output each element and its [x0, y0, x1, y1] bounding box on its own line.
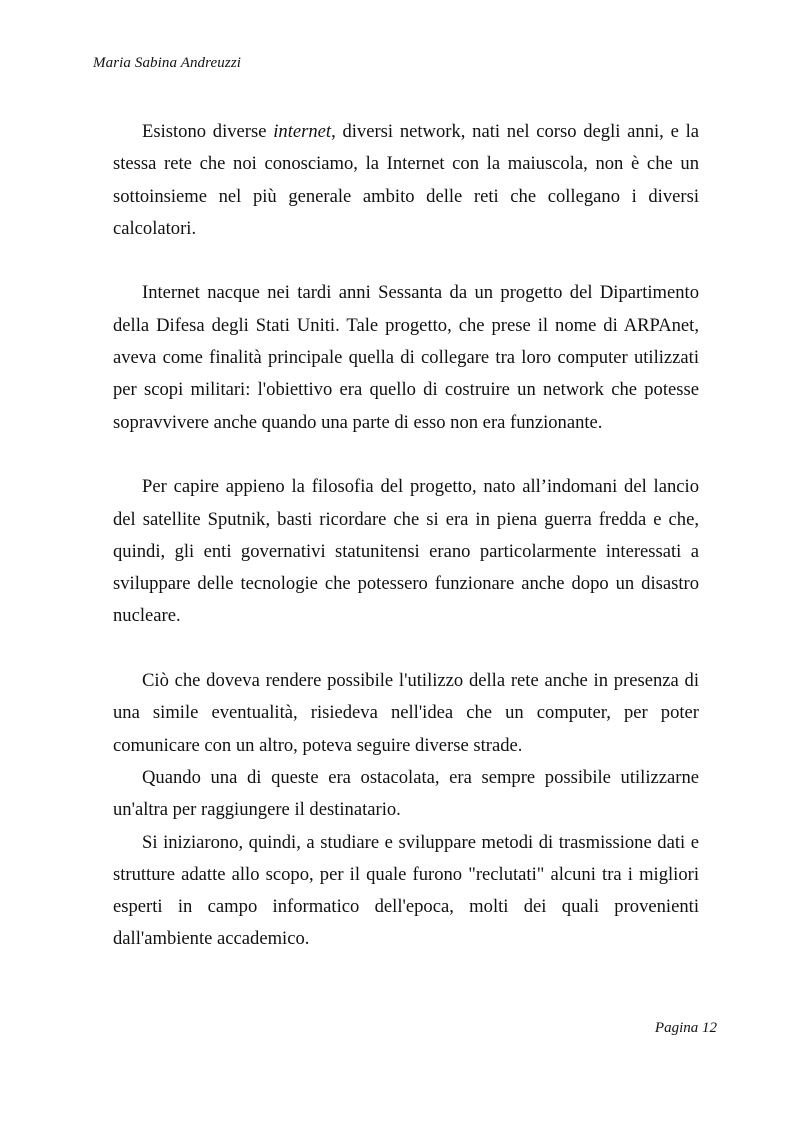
paragraph-experts: Si iniziarono, quindi, a studiare e sviluppare metodi di trasmissione dati e strutture adatte allo scopo, per il quale furono "reclutati" alcuni tra i migliori esperti in campo informatico dell'epoca, molti dei quali provenienti dall'ambiente accademico.: [113, 831, 699, 950]
emphasis-internet: internet: [273, 121, 332, 142]
paragraph-arpanet: Internet nacque nei tardi anni Sessanta da un progetto del Dipartimento della Difesa degli Stati Uniti. Tale progetto, che prese il nome di ARPAnet, aveva come finalità principale quella di collegare tra loro computer utilizzati per scopi militari: l'obiettivo era quello di costruire un network che potesse sopravvivere anche quando una parte di esso non era funzionante.: [113, 282, 699, 433]
body-text: [113, 116, 699, 956]
paragraph-rest: , diversi network, nati nel corso degli anni, e la stessa rete che noi conosciamo, la Internet con la maiuscola, non è che un sottoinsieme nel più generale ambito delle reti che collegano i diversi calcolatori.: [113, 121, 699, 239]
paragraph-routing-idea: Ciò che doveva rendere possibile l'utilizzo della rete anche in presenza di una simile eventualità, risiedeva nell'idea che un computer, per poter comunicare con un altro, poteva seguire diverse strade.: [113, 670, 699, 756]
paragraph-cold-war: Per capire appieno la filosofia del progetto, nato all’indomani del lancio del satellite Sputnik, basti ricordare che si era in piena guerra fredda e che, quindi, gli enti governativi statunitensi erano particolarmente interessati a sviluppare delle tecnologie che potessero funzionare anche dopo un disastro nucleare.: [113, 476, 699, 627]
running-header-author: Maria Sabina Andreuzzi: [93, 55, 242, 71]
paragraph-internets: [113, 116, 699, 245]
page-number: Pagina 12: [654, 1020, 717, 1036]
paragraph-alternate-path: Quando una di queste era ostacolata, era sempre possibile utilizzarne un'altra per raggiungere il destinatario.: [113, 766, 699, 821]
paragraph-lead: Esistono diverse: [142, 121, 274, 142]
